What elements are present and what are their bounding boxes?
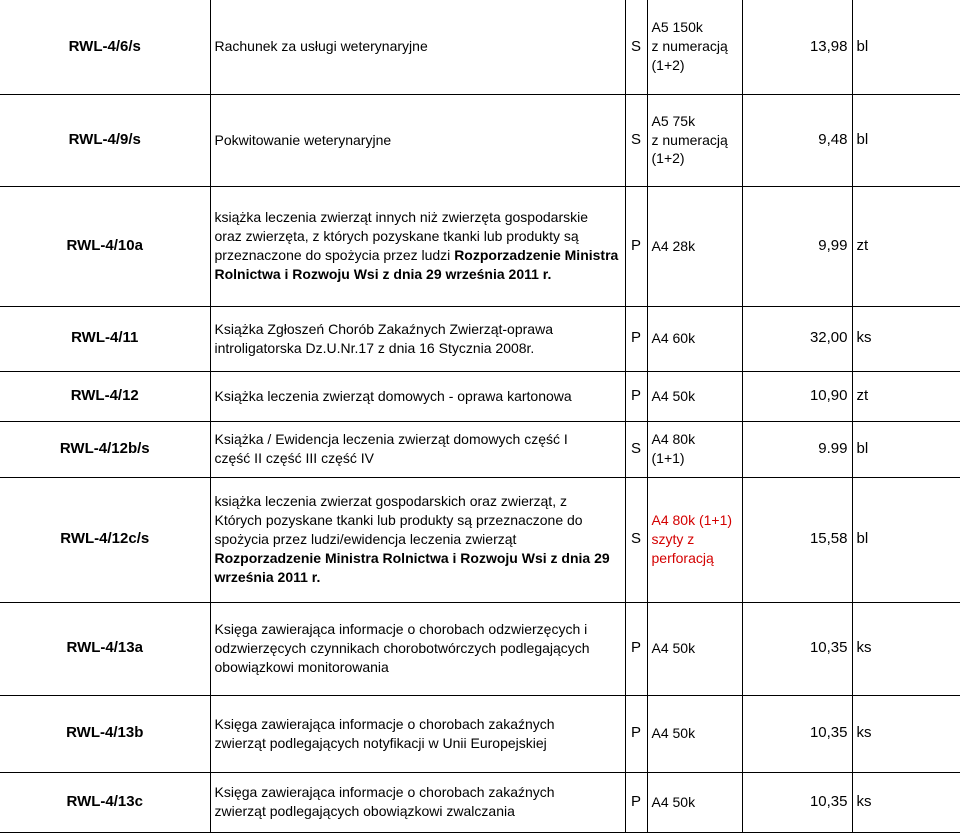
format-line: A4 80k (651, 431, 696, 448)
description-line: spożycia przez ludzi/ewidencja leczenia zwierząt (214, 531, 517, 548)
unit: zt (852, 371, 960, 421)
table-row (0, 772, 960, 832)
table-row (0, 695, 960, 772)
form-format (647, 94, 742, 186)
table-row (0, 94, 960, 186)
form-description (210, 772, 625, 832)
price: 10,35 (742, 695, 852, 772)
format-line: z numeracją (651, 131, 728, 148)
binding-type: S (625, 477, 647, 602)
description-line: Książka / Ewidencja leczenia zwierząt domowych część I (214, 431, 568, 448)
format-line: A4 50k (651, 793, 696, 810)
form-code: RWL-4/11 (0, 306, 210, 371)
form-format (647, 695, 742, 772)
form-description (210, 695, 625, 772)
table-row (0, 371, 960, 421)
description-line: Rachunek za usługi weterynaryjne (214, 38, 428, 55)
form-code: RWL-4/6/s (0, 0, 210, 94)
form-format (647, 0, 742, 94)
format-line: (1+1) (651, 450, 685, 466)
form-description (210, 421, 625, 477)
unit: bl (852, 477, 960, 602)
table-row (0, 0, 960, 94)
form-description (210, 186, 625, 306)
unit: ks (852, 602, 960, 695)
description-line: Książka leczenia zwierząt domowych - oprawa kartonowa (214, 387, 572, 404)
price: 10,90 (742, 371, 852, 421)
unit: zt (852, 186, 960, 306)
description-line: Księga zawierająca informacje o chorobach zakaźnych (214, 715, 555, 732)
format-line: perforacją (651, 549, 714, 566)
form-format (647, 371, 742, 421)
binding-type: P (625, 371, 647, 421)
form-format (647, 477, 742, 602)
format-line: z numeracją (651, 38, 728, 55)
form-description (210, 371, 625, 421)
unit: ks (852, 695, 960, 772)
unit: bl (852, 0, 960, 94)
price: 9,99 (742, 186, 852, 306)
format-line: A4 50k (651, 387, 696, 404)
binding-type: P (625, 602, 647, 695)
regulation-reference: Rozporzadzenie Ministra Rolnictwa i Rozwoju Wsi z dnia 29 września 2011 r. (214, 549, 610, 585)
price: 9.99 (742, 421, 852, 477)
form-description (210, 94, 625, 186)
format-line: A4 60k (651, 330, 696, 347)
form-format (647, 186, 742, 306)
form-code: RWL-4/12b/s (0, 421, 210, 477)
form-description (210, 477, 625, 602)
description-line: zwierząt podlegających notyfikacji w Unii Europejskiej (214, 734, 547, 751)
form-code: RWL-4/13c (0, 772, 210, 832)
form-code: RWL-4/13b (0, 695, 210, 772)
price: 15,58 (742, 477, 852, 602)
description-line: przeznaczone do spożycia przez ludzi (214, 247, 451, 263)
description-line: Pokwitowanie weterynaryjne (214, 131, 392, 148)
description-line: obowiązkowi monitorowania (214, 658, 389, 675)
price: 10,35 (742, 602, 852, 695)
form-code: RWL-4/9/s (0, 94, 210, 186)
form-format (647, 421, 742, 477)
table-row (0, 477, 960, 602)
table-row (0, 602, 960, 695)
description-line: książka leczenia zwierzat gospodarskich oraz zwierząt, z (214, 493, 567, 510)
form-format (647, 306, 742, 371)
price: 10,35 (742, 772, 852, 832)
binding-type: S (625, 421, 647, 477)
table-row (0, 421, 960, 477)
description-line: część II część III część IV (214, 450, 374, 466)
description-line: introligatorska Dz.U.Nr.17 z dnia 16 Stycznia 2008r. (214, 339, 535, 356)
price: 13,98 (742, 0, 852, 94)
form-code: RWL-4/13a (0, 602, 210, 695)
form-code: RWL-4/10a (0, 186, 210, 306)
description-line: Książka Zgłoszeń Chorób Zakaźnych Zwierząt-oprawa (214, 320, 553, 337)
format-line: A5 150k (651, 19, 703, 36)
format-line: A4 50k (651, 640, 696, 657)
format-line: (1+2) (651, 57, 685, 74)
regulation-reference: Rozporzadzenie Ministra Rolnictwa i Rozwoju Wsi z dnia 29 września 2011 r. (214, 247, 619, 282)
description-line: książka leczenia zwierząt innych niż zwierzęta gospodarskie (214, 209, 589, 226)
table-row (0, 186, 960, 306)
form-description (210, 0, 625, 94)
binding-type: S (625, 0, 647, 94)
form-format (647, 602, 742, 695)
format-line: A4 28k (651, 237, 696, 254)
binding-type: P (625, 695, 647, 772)
description-line: Księga zawierająca informacje o chorobach zakaźnych (214, 784, 555, 801)
unit: bl (852, 94, 960, 186)
format-line: szyty z (651, 531, 695, 548)
price: 32,00 (742, 306, 852, 371)
unit: ks (852, 306, 960, 371)
form-code: RWL-4/12 (0, 371, 210, 421)
description-line: Których pozyskane tkanki lub produkty są przeznaczone do (214, 512, 583, 529)
form-description (210, 306, 625, 371)
binding-type: S (625, 94, 647, 186)
description-line: odzwierzęcych czynnikach chorobotwórczych podlegających (214, 640, 590, 657)
description-line: oraz zwierzęta, z których pozyskane tkanki lub produkty są (214, 228, 579, 245)
format-line: A4 50k (651, 725, 696, 742)
form-description (210, 602, 625, 695)
form-format (647, 772, 742, 832)
format-line: A4 80k (1+1) (651, 512, 733, 529)
description-line: zwierząt podlegających obowiązkowi zwalczania (214, 803, 515, 819)
format-line: A5 75k (651, 112, 696, 129)
unit: bl (852, 421, 960, 477)
table-row (0, 306, 960, 371)
format-line: (1+2) (651, 150, 685, 167)
binding-type: P (625, 186, 647, 306)
price: 9,48 (742, 94, 852, 186)
form-code: RWL-4/12c/s (0, 477, 210, 602)
binding-type: P (625, 772, 647, 832)
description-line: Księga zawierająca informacje o chorobach odzwierzęcych i (214, 621, 588, 638)
binding-type: P (625, 306, 647, 371)
unit: ks (852, 772, 960, 832)
